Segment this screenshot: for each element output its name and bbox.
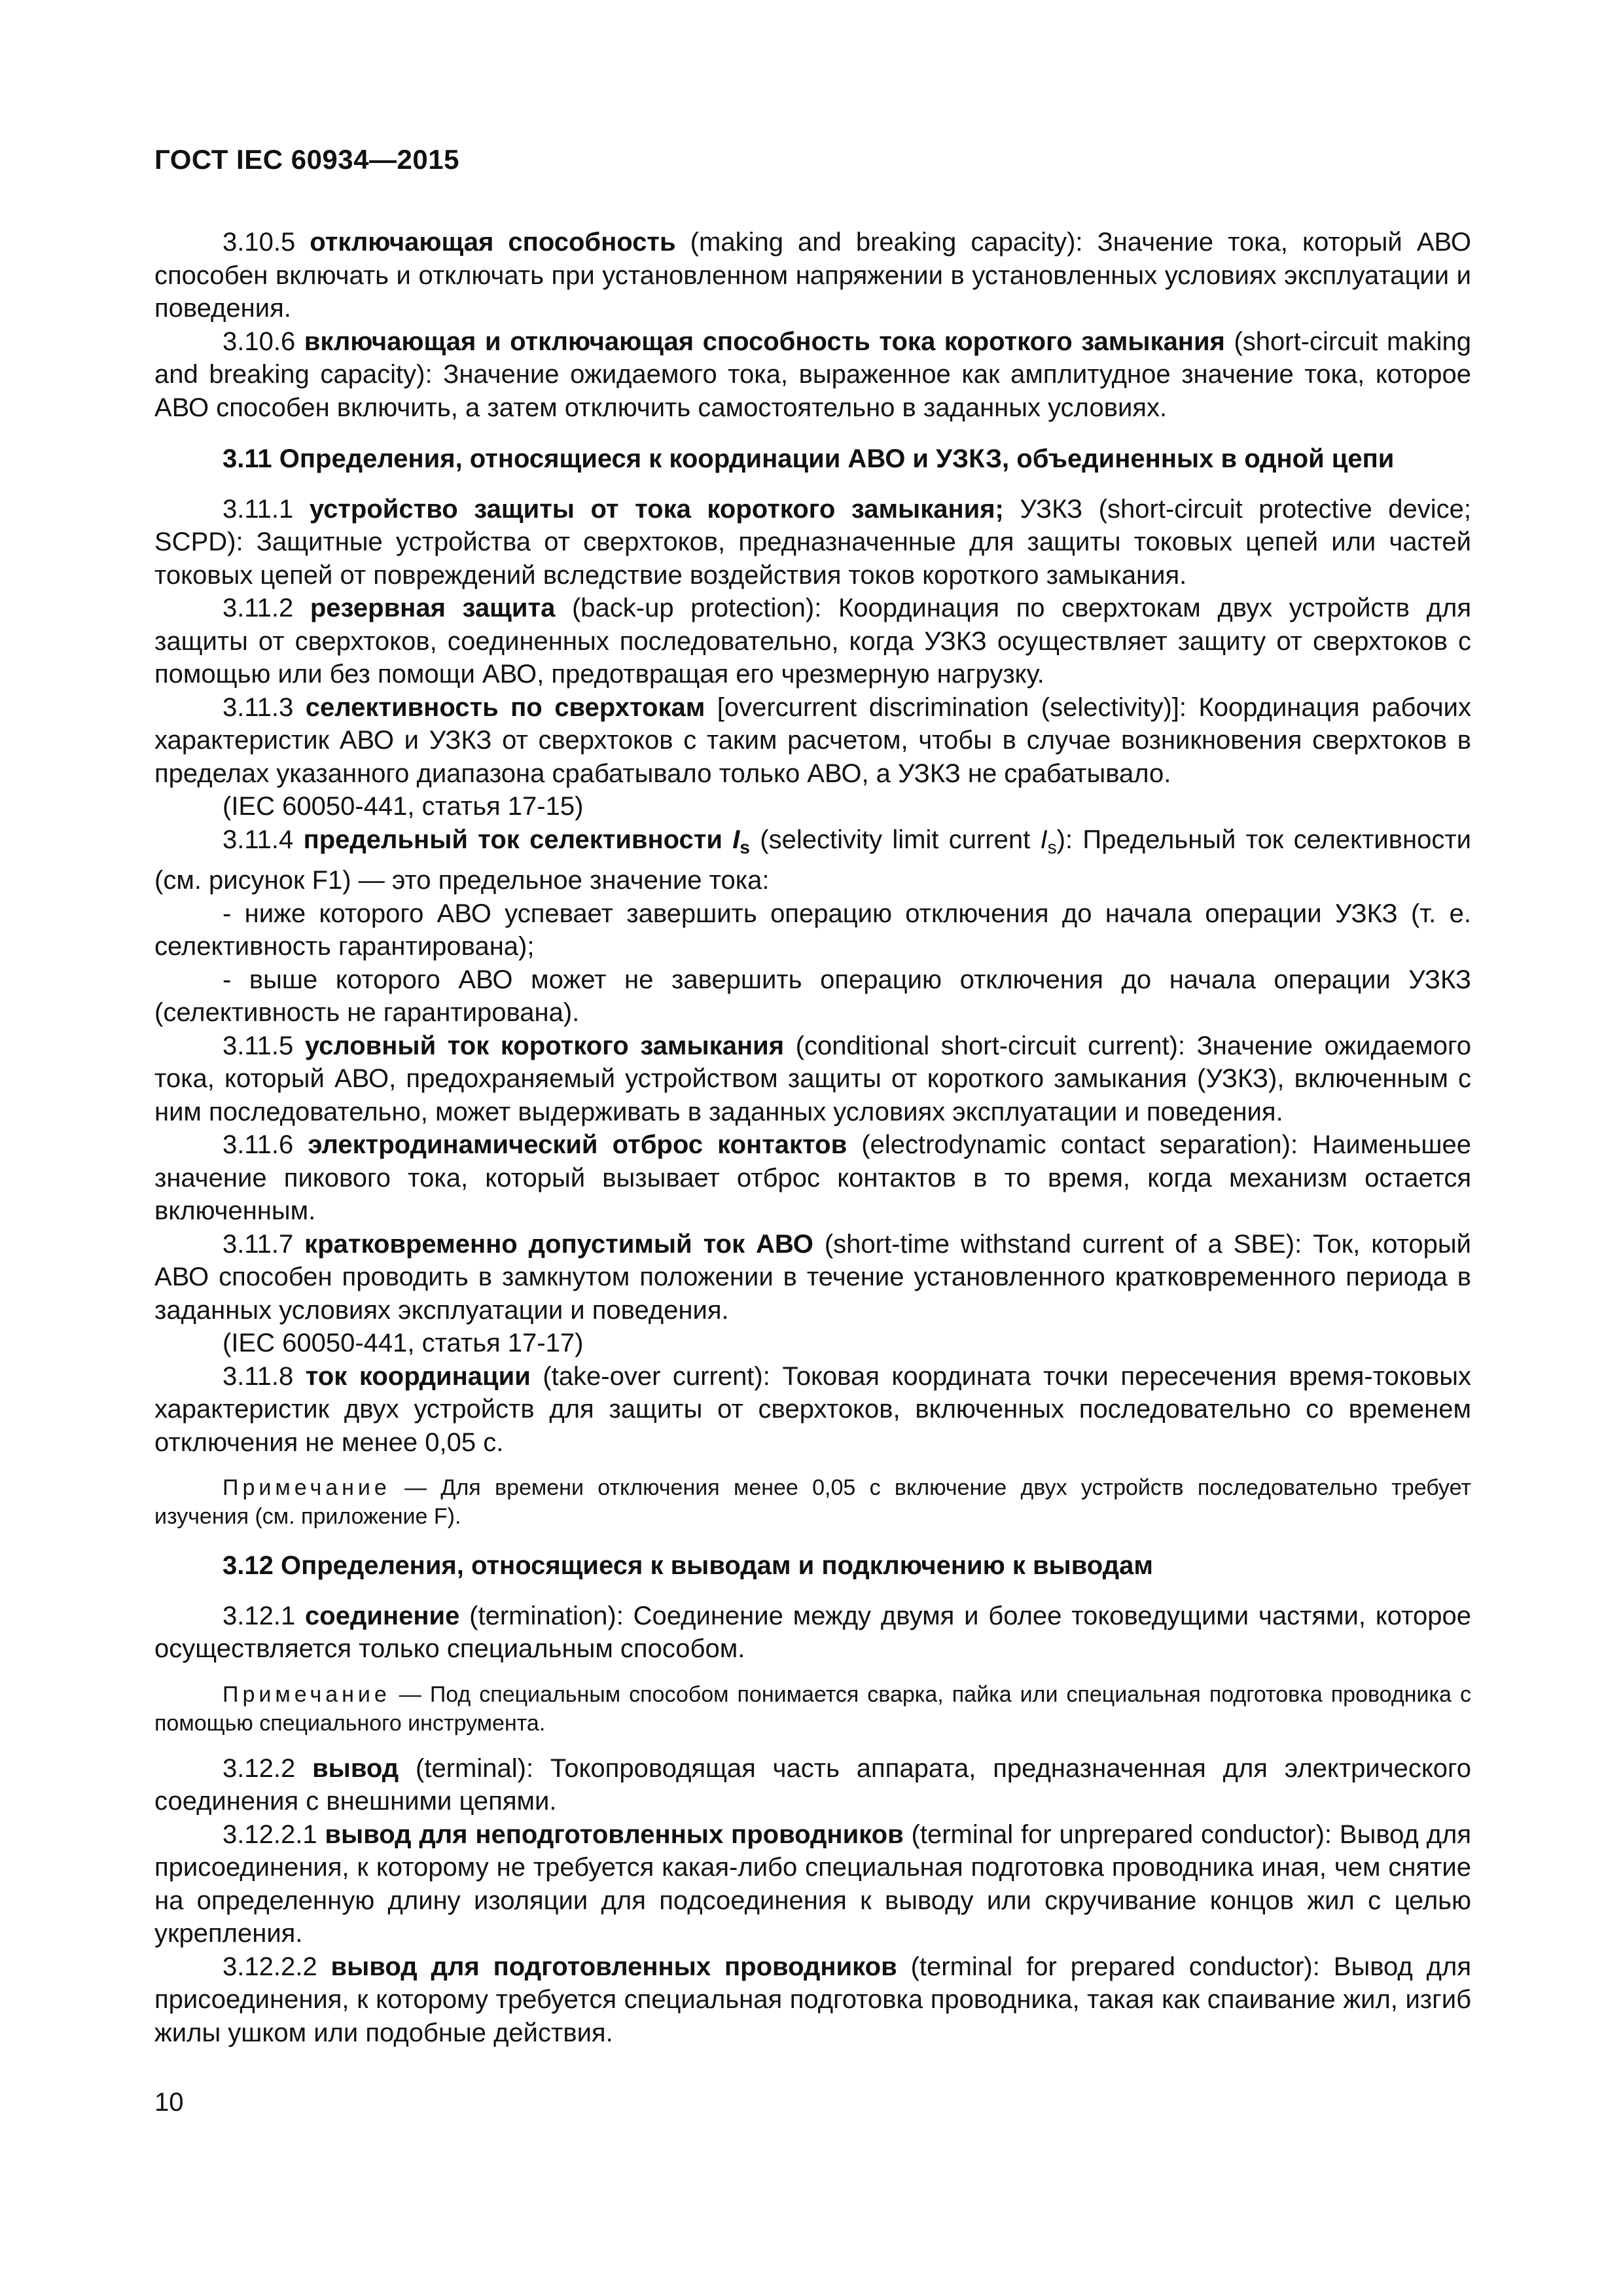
clause-reference: (IEC 60050-441, статья 17-15) xyxy=(223,792,584,821)
clause-3-12-1 xyxy=(154,1600,1471,1666)
clause-term: электродинамический отброс контактов xyxy=(308,1130,847,1159)
clause-text: (short-time withstand current of a SBE): Ток, который АВО способен проводить в замкнутом положении в течение установленного кратковременного периода в заданных условиях эксплуатации и поведения. xyxy=(154,1229,1471,1325)
clause-3-11-1 xyxy=(154,493,1471,592)
clause-3-10-5 xyxy=(154,226,1471,325)
clause-number: 3.11.4 xyxy=(223,825,304,854)
clause-3-11-3 xyxy=(154,691,1471,791)
clause-text: (making and breaking capacity): Значение тока, который АВО способен включать и отключать при установленном напряжении в установленных условиях эксплуатации и поведения. xyxy=(154,228,1471,323)
clause-3-11-7 xyxy=(154,1228,1471,1327)
clause-text: УЗКЗ (short-circuit protective device; SCPD): Защитные устройства от сверхтоков, предназначенные для защиты токовых цепей или частей токовых цепей от повреждений вследствие воздействия токов короткого замыкания. xyxy=(154,494,1471,590)
clause-3-11-8 xyxy=(154,1360,1471,1460)
clause-term: селективность по сверхтокам xyxy=(305,692,705,722)
clause-term: отключающая способность xyxy=(310,228,676,257)
clause-3-11-6 xyxy=(154,1128,1471,1228)
note-label: Примечание xyxy=(223,1475,391,1500)
clause-number: 3.12.2 xyxy=(223,1753,313,1783)
clause-term: ток координации xyxy=(305,1361,531,1391)
clause-3-11-2 xyxy=(154,592,1471,691)
clause-reference: (IEC 60050-441, статья 17-17) xyxy=(223,1329,584,1357)
clause-number: 3.12.2.1 xyxy=(223,1820,325,1849)
symbol: I xyxy=(1040,825,1048,854)
clause-term xyxy=(303,825,750,857)
clause-number: 3.12.1 xyxy=(223,1601,306,1630)
clause-text: ): Предельный ток селективности (см. рисунок F1) — это предельное значение тока: xyxy=(154,825,1471,895)
clause-text: (short-circuit making and breaking capacity): Значение ожидаемого тока, выраженное как амплитудное значение тока, которое АВО способен включить, а затем отключить самостоятельно в заданных условиях. xyxy=(154,327,1471,422)
clause-number: 3.10.5 xyxy=(223,228,310,257)
clause-term: кратковременно допустимый ток АВО xyxy=(304,1229,813,1259)
symbol-subscript: s xyxy=(1047,836,1057,857)
document-header: ГОСТ IEC 60934—2015 xyxy=(154,144,459,175)
clause-text: (selectivity limit current xyxy=(750,825,1041,854)
clause-number: 3.11.3 xyxy=(223,692,306,722)
clause-term: вывод для подготовленных проводников xyxy=(330,1952,897,1981)
note-text: — Под специальным способом понимается сварка, пайка или специальная подготовка проводника с помощью специального инструмента. xyxy=(154,1681,1471,1736)
clause-term: резервная защита xyxy=(310,594,556,622)
section-heading-3-11: 3.11 Определения, относящиеся к координации АВО и УЗКЗ, объединенных в одной цепи xyxy=(223,444,1395,473)
clause-text: (conditional short-circuit current): Значение ожидаемого тока, который АВО, предохраняемый устройством защиты от короткого замыкания (УЗКЗ), включенным с ним последовательно, может выдерживать в заданных условиях эксплуатации и поведения. xyxy=(154,1031,1471,1126)
clause-number: 3.12.2.2 xyxy=(223,1952,331,1981)
list-item: - ниже которого АВО успевает завершить операцию отключения до начала операции УЗКЗ (т. е. селективность гарантирована); xyxy=(154,899,1471,961)
note-2 xyxy=(154,1680,1471,1738)
clause-term-text: предельный ток селективности xyxy=(303,825,733,854)
note-1 xyxy=(154,1473,1471,1531)
clause-number: 3.11.2 xyxy=(223,594,310,622)
clause-3-12-2-1 xyxy=(154,1818,1471,1950)
symbol: I xyxy=(732,825,740,854)
clause-number: 3.11.1 xyxy=(223,494,310,524)
clause-text: (terminal for unprepared conductor): Вывод для присоединения, к которому не требуется какая-либо специальная подготовка проводника иная, чем снятие на определенную длину изоляции для подсоединения к выводу или скручивание концов жил с целью укрепления. xyxy=(154,1820,1472,1948)
clause-text: (terminal for prepared conductor): Вывод для присоединения, к которому требуется специальная подготовка проводника, такая как спаивание жил, изгиб жилы ушком или подобные действия. xyxy=(154,1952,1472,2047)
document-body xyxy=(154,226,1471,2049)
clause-text: (termination): Соединение между двумя и более токоведущими частями, которое осуществляется только специальным способом. xyxy=(154,1601,1471,1663)
clause-number: 3.11.7 xyxy=(223,1229,305,1259)
clause-3-12-2 xyxy=(154,1752,1471,1818)
clause-number: 3.11.6 xyxy=(223,1130,308,1159)
clause-3-11-5 xyxy=(154,1030,1471,1129)
clause-number: 3.11.8 xyxy=(223,1361,306,1391)
clause-number: 3.11.5 xyxy=(223,1031,305,1060)
clause-text: (electrodynamic contact separation): Наименьшее значение пикового тока, который вызывает отброс контактов в то время, когда механизм остается включенным. xyxy=(154,1130,1471,1225)
clause-term: включающая и отключающая способность тока короткого замыкания xyxy=(304,327,1225,356)
page-number: 10 xyxy=(154,2088,184,2117)
section-heading-3-12: 3.12 Определения, относящиеся к выводам и подключению к выводам xyxy=(223,1551,1153,1580)
note-text: — Для времени отключения менее 0,05 с включение двух устройств последовательно требует изучения (см. приложение F). xyxy=(154,1475,1471,1529)
note-label: Примечание xyxy=(223,1681,391,1707)
clause-term: устройство защиты от тока короткого замыкания; xyxy=(309,494,1004,524)
clause-term: вывод xyxy=(312,1753,399,1783)
clause-text: (terminal): Токопроводящая часть аппарата, предназначенная для электрического соединения с внешними цепями. xyxy=(154,1753,1472,1816)
clause-text: (take-over current): Токовая координата точки пересечения время-токовых характеристик двух устройств для защиты от сверхтоков, включенных последовательно со временем отключения не менее 0,05 с. xyxy=(154,1361,1471,1457)
clause-text: (back-up protection): Координация по сверхтокам двух устройств для защиты от сверхтоков, соединенных последовательно, когда УЗКЗ осуществляет защиту от сверхтоков с помощью или без помощи АВО, предотвращая его чрезмерную нагрузку. xyxy=(154,594,1471,689)
clause-3-10-6 xyxy=(154,325,1471,425)
list-item: - выше которого АВО может не завершить операцию отключения до начала операции УЗКЗ (селективность не гарантирована). xyxy=(154,965,1471,1027)
clause-term: соединение xyxy=(305,1601,460,1630)
clause-3-11-4 xyxy=(154,823,1471,897)
symbol-subscript: s xyxy=(740,836,750,857)
clause-text: [overcurrent discrimination (selectivity)]: Координация рабочих характеристик АВО и УЗКЗ от сверхтоков с таким расчетом, чтобы в случае возникновения сверхтоков в пределах указанного диапазона срабатывало только АВО, а УЗКЗ не срабатывало. xyxy=(154,692,1472,788)
clause-3-12-2-2 xyxy=(154,1950,1471,2050)
clause-term: вывод для неподготовленных проводников xyxy=(325,1820,904,1849)
clause-term: условный ток короткого замыкания xyxy=(304,1031,785,1060)
clause-number: 3.10.6 xyxy=(223,327,304,356)
